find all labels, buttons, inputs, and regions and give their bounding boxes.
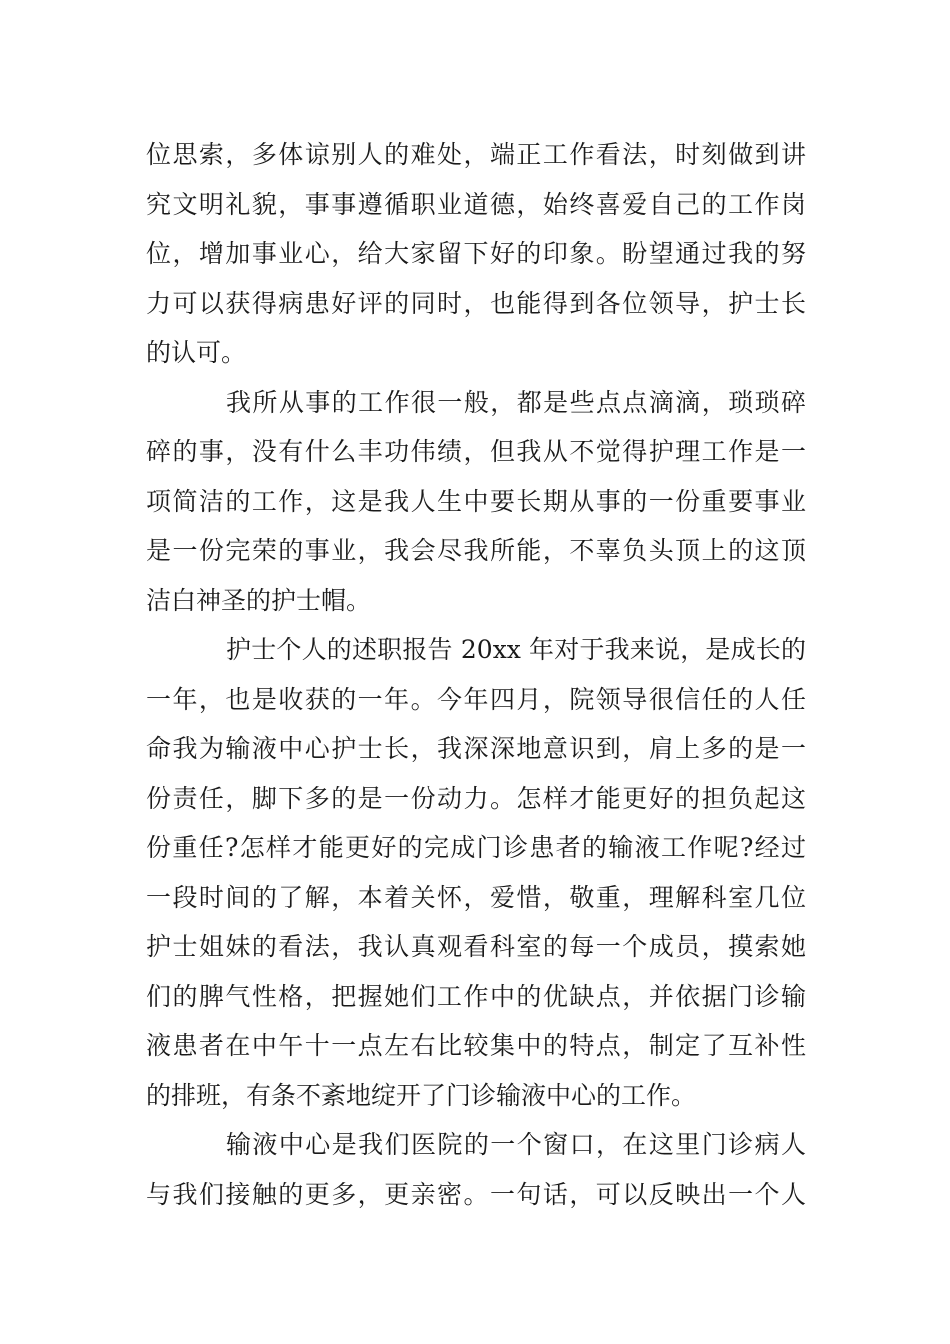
text-line: 液患者在中午十一点左右比较集中的特点，制定了互补性 — [146, 1031, 806, 1060]
paragraph-first-line: 输液中心是我们医院的一个窗口，在这里门诊病人 — [226, 1130, 806, 1159]
text-line: 的认可。 — [146, 338, 247, 367]
paragraph-first-line: 我所从事的工作很一般，都是些点点滴滴，琐琐碎 — [226, 387, 806, 417]
text-line: 力可以获得病患好评的同时，也能得到各位领导，护士长 — [146, 288, 806, 318]
text-line: 究文明礼貌，事事遵循职业道德，始终喜爱自己的工作岗 — [146, 189, 806, 219]
text-line: 们的脾气性格，把握她们工作中的优缺点，并依据门诊输 — [146, 981, 806, 1011]
text-line: 项简洁的工作，这是我人生中要长期从事的一份重要事业 — [146, 486, 806, 516]
text-line: 份责任，脚下多的是一份动力。怎样才能更好的担负起这 — [146, 783, 806, 813]
text-line: 位，增加事业心，给大家留下好的印象。盼望通过我的努 — [146, 239, 806, 268]
text-line: 洁白神圣的护士帽。 — [146, 585, 372, 615]
document-body — [146, 130, 806, 1219]
text-line: 的排班，有条不紊地绽开了门诊输液中心的工作。 — [146, 1080, 697, 1110]
text-line: 与我们接触的更多，更亲密。一句话，可以反映出一个人 — [146, 1179, 806, 1209]
text-line: 是一份完荣的事业，我会尽我所能，不辜负头顶上的这顶 — [146, 536, 806, 565]
paragraph-first-line: 护士个人的述职报告 20xx 年对于我来说，是成长的 — [226, 635, 806, 664]
text-line: 一段时间的了解，本着关怀，爱惜，敬重，理解科室几位 — [146, 882, 806, 912]
text-line: 命我为输液中心护士长，我深深地意识到，肩上多的是一 — [146, 734, 806, 763]
text-line: 护士姐妹的看法，我认真观看科室的每一个成员，摸索她 — [146, 932, 806, 961]
text-line: 位思索，多体谅别人的难处，端正工作看法，时刻做到讲 — [146, 140, 806, 169]
text-line: 碎的事，没有什么丰功伟绩，但我从不觉得护理工作是一 — [146, 437, 806, 466]
text-line: 一年，也是收获的一年。今年四月，院领导很信任的人任 — [146, 684, 806, 714]
text-line: 份重任?怎样才能更好的完成门诊患者的输液工作呢?经过 — [146, 833, 806, 862]
